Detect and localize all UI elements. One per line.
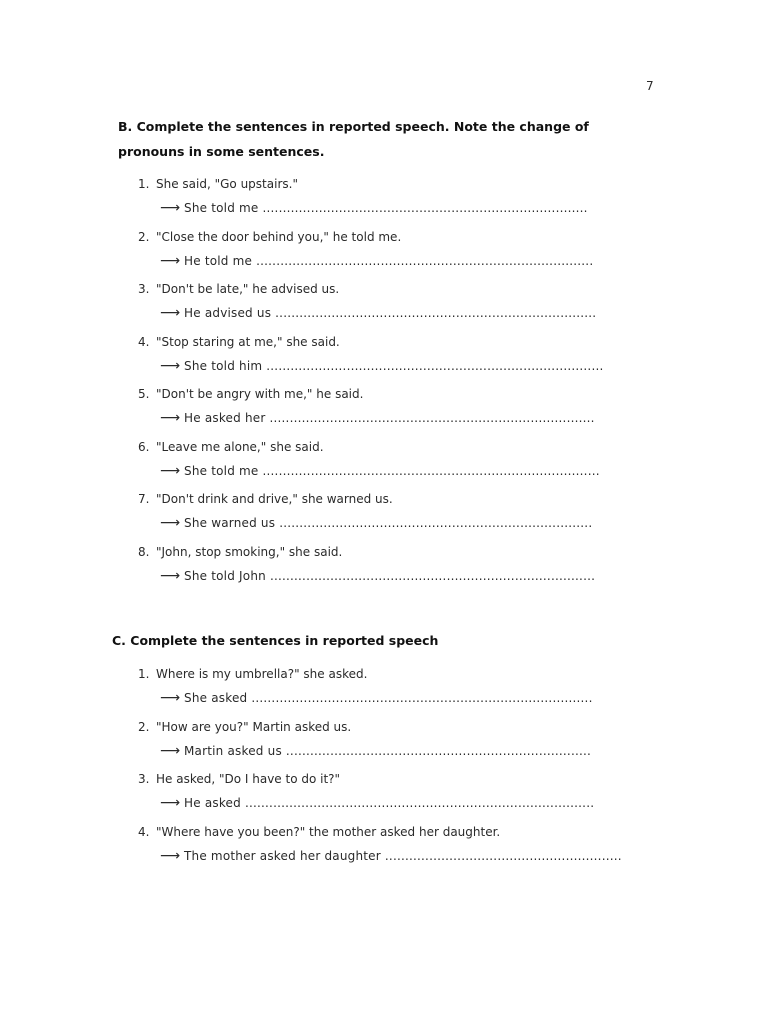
exercise-item	[0, 491, 768, 544]
answer-prompt: Martin asked us ............................................................................	[184, 743, 592, 758]
exercise-item	[0, 666, 768, 719]
exercise-item	[0, 334, 768, 387]
section-c	[0, 628, 768, 876]
exercise-item	[0, 771, 768, 824]
arrow-right-icon: ⟶	[160, 462, 181, 479]
item-number: 2.	[138, 229, 150, 244]
answer-prompt: She asked .....................................................................................	[184, 691, 593, 705]
section-c-heading: C. Complete the sentences in reported speech	[112, 633, 439, 648]
item-question: "Where have you been?" the mother asked her daughter.	[156, 824, 501, 839]
exercise-item	[0, 544, 768, 597]
item-answer-line	[160, 568, 595, 584]
item-number: 3.	[138, 282, 150, 296]
item-answer-line	[160, 410, 595, 426]
exercise-item	[0, 281, 768, 334]
item-number: 3.	[138, 772, 150, 786]
page-number: 7	[646, 79, 654, 93]
item-number: 1.	[138, 177, 150, 191]
item-answer-line	[160, 690, 593, 706]
item-number: 4.	[138, 824, 150, 839]
item-number: 6.	[138, 439, 150, 454]
item-question: "John, stop smoking," she said.	[156, 544, 343, 559]
item-question: He asked, "Do I have to do it?"	[156, 772, 341, 786]
item-answer-line	[160, 795, 594, 811]
arrow-right-icon: ⟶	[160, 305, 181, 321]
item-question: "Close the door behind you," he told me.	[156, 229, 402, 244]
section-c-list	[0, 666, 768, 876]
answer-prompt: He asked her .................................................................................	[184, 411, 595, 425]
item-answer-line	[160, 358, 604, 374]
exercise-item	[0, 176, 768, 229]
answer-prompt: She warned us ..............................................................................	[184, 516, 593, 530]
item-number: 7.	[138, 492, 150, 506]
section-b-heading: B. Complete the sentences in reported speech. Note the change of pronouns in some sentences.	[118, 119, 589, 159]
item-question: "Stop staring at me," she said.	[156, 334, 340, 349]
answer-prompt: She told John .................................................................................	[184, 568, 596, 583]
exercise-item	[0, 719, 768, 772]
arrow-right-icon: ⟶	[160, 847, 181, 864]
item-answer-line	[160, 848, 622, 864]
exercise-item	[0, 386, 768, 439]
arrow-right-icon: ⟶	[160, 357, 181, 374]
arrow-right-icon: ⟶	[160, 410, 181, 426]
item-answer-line	[160, 253, 593, 269]
arrow-right-icon: ⟶	[160, 200, 181, 216]
answer-prompt: The mother asked her daughter ...........................................................	[184, 848, 622, 863]
exercise-item	[0, 439, 768, 492]
answer-prompt: He asked .......................................................................................	[184, 796, 595, 810]
item-question: "Don't be angry with me," he said.	[156, 387, 364, 401]
arrow-right-icon: ⟶	[160, 252, 181, 269]
item-number: 2.	[138, 719, 150, 734]
item-answer-line	[160, 200, 588, 216]
item-number: 5.	[138, 387, 150, 401]
arrow-right-icon: ⟶	[160, 690, 181, 706]
item-question: "How are you?" Martin asked us.	[156, 719, 352, 734]
item-question: "Don't be late," he advised us.	[156, 282, 340, 296]
item-answer-line	[160, 305, 596, 321]
answer-prompt: He advised us ................................................................................	[184, 306, 597, 320]
section-b-list	[0, 176, 768, 596]
item-question: She said, "Go upstairs."	[156, 177, 298, 191]
item-question: "Leave me alone," she said.	[156, 439, 324, 454]
item-number: 4.	[138, 334, 150, 349]
item-question: Where is my umbrella?" she asked.	[156, 667, 368, 681]
item-answer-line	[160, 743, 591, 759]
arrow-right-icon: ⟶	[160, 567, 181, 584]
answer-prompt: She told me ....................................................................................	[184, 463, 600, 478]
item-answer-line	[160, 463, 600, 479]
item-question: "Don't drink and drive," she warned us.	[156, 492, 393, 506]
answer-prompt: He told me ....................................................................................	[184, 253, 594, 268]
answer-prompt: She told me .................................................................................	[184, 201, 588, 215]
arrow-right-icon: ⟶	[160, 795, 181, 811]
section-b	[0, 114, 768, 596]
arrow-right-icon: ⟶	[160, 515, 181, 531]
item-answer-line	[160, 515, 592, 531]
exercise-item	[0, 229, 768, 282]
item-number: 8.	[138, 544, 150, 559]
arrow-right-icon: ⟶	[160, 742, 181, 759]
answer-prompt: She told him ....................................................................................	[184, 358, 604, 373]
exercise-item	[0, 824, 768, 877]
item-number: 1.	[138, 667, 150, 681]
